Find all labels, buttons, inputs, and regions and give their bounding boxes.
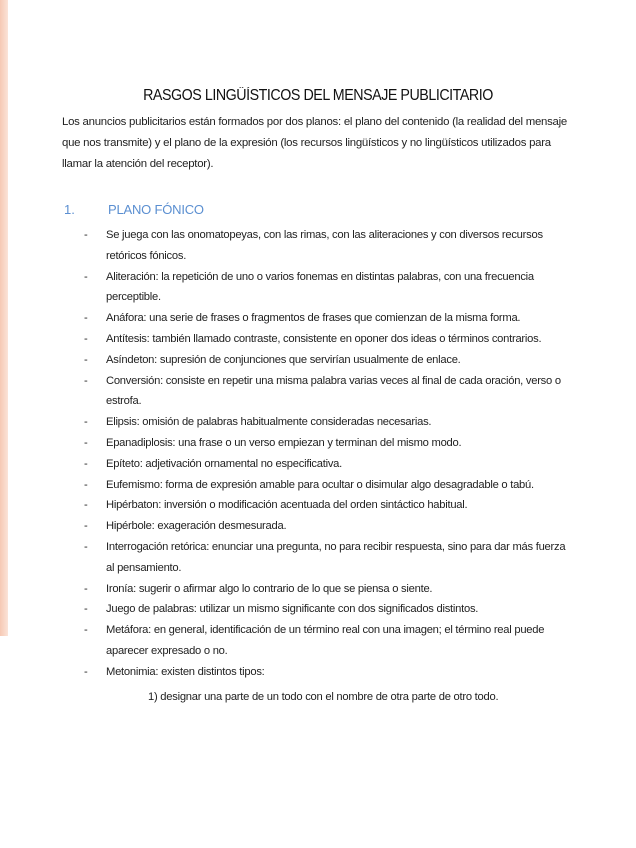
list-item (62, 662, 576, 683)
list-item-text: Antítesis: también llamado contraste, consistente en oponer dos ideas o términos contrarios. (106, 332, 542, 345)
bullet-dash: - (84, 436, 88, 449)
list-item (62, 537, 576, 579)
list-item (62, 475, 576, 496)
list-item-text: Aliteración: la repetición de uno o varios fonemas en distintas palabras, con una frecuencia perceptible. (106, 270, 534, 304)
section-number: 1. (64, 202, 75, 217)
bullet-dash: - (84, 229, 88, 241)
list-item (62, 433, 576, 454)
bullet-dash: - (84, 332, 88, 345)
document-title: RASGOS LINGŰÍSTICOS DEL MENSAJE PUBLICITARIO (143, 87, 493, 104)
bullet-dash: - (84, 520, 88, 533)
list-item-text: Interrogación retórica: enunciar una pregunta, no para recibir respuesta, sino para dar más fuerza al pensamiento. (106, 540, 566, 574)
sub-list-item: 1) designar una parte de un todo con el nombre de otra parte de otro todo. (148, 690, 499, 703)
list-item (62, 350, 576, 371)
list-item (62, 371, 576, 413)
list-item (62, 412, 576, 433)
list-item-text: Juego de palabras: utilizar un mismo significante con dos significados distintos. (106, 603, 479, 616)
bullet-dash: - (84, 457, 88, 470)
list-item (62, 620, 576, 662)
bullet-dash: - (84, 540, 88, 553)
list-item (62, 579, 576, 600)
bullet-dash: - (84, 270, 88, 283)
bullet-dash: - (84, 603, 88, 616)
section-title: PLANO FÓNICO (108, 202, 204, 217)
bullet-dash: - (84, 624, 88, 637)
list-item-text: Ironía: sugerir o afirmar algo lo contrario de lo que se piensa o siente. (106, 582, 433, 595)
list-item (62, 308, 576, 329)
list-item (62, 454, 576, 475)
figures-list (62, 225, 574, 683)
list-item-text: Elipsis: omisión de palabras habitualmente consideradas necesarias. (106, 416, 432, 429)
bullet-dash: - (84, 312, 88, 325)
list-item-text: Se juega con las onomatopeyas, con las rimas, con las aliteraciones y con diversos recursos retóricos fónicos. (106, 229, 543, 262)
bullet-dash: - (84, 416, 88, 429)
bullet-dash: - (84, 499, 88, 512)
list-item-text: Conversión: consiste en repetir una misma palabra varias veces al final de cada oración, verso o estrofa. (106, 374, 561, 408)
list-item-text: Epanadiplosis: una frase o un verso empiezan y terminan del mismo modo. (106, 436, 462, 449)
section-heading (62, 197, 574, 223)
bullet-dash: - (84, 665, 88, 678)
list-item (62, 267, 576, 309)
list-item-text: Metonimia: existen distintos tipos: (106, 665, 265, 678)
list-item (62, 599, 576, 620)
list-item (62, 516, 576, 537)
list-item-text: Eufemismo: forma de expresión amable para ocultar o disimular algo desagradable o tabú. (106, 478, 534, 491)
intro-paragraph: Los anuncios publicitarios están formados por dos planos: el plano del contenido (la realidad del mensaje que nos transmite) y el plano de la expresión (los recursos lingüísticos y no lingüísticos utilizados para llamar la atención del receptor). (62, 116, 568, 170)
bullet-dash: - (84, 582, 88, 595)
bullet-dash: - (84, 353, 88, 366)
document-page (62, 84, 574, 707)
list-item (62, 495, 576, 516)
list-item (62, 329, 576, 350)
list-item-text: Epíteto: adjetivación ornamental no especificativa. (106, 457, 343, 470)
bullet-dash: - (84, 478, 88, 491)
list-item-text: Metáfora: en general, identificación de un término real con una imagen; el término real puede aparecer expresado o no. (106, 624, 545, 657)
list-item-text: Asíndeton: supresión de conjunciones que servirían usualmente de enlace. (106, 353, 461, 366)
list-item-text: Hipérbaton: inversión o modificación acentuada del orden sintáctico habitual. (106, 499, 468, 512)
list-item-text: Hipérbole: exageración desmesurada. (106, 520, 287, 533)
bullet-dash: - (84, 374, 88, 387)
list-item-text: Anáfora: una serie de frases o fragmentos de frases que comienzan de la misma forma. (106, 312, 521, 325)
list-item (62, 225, 576, 267)
page-margin-bar (0, 0, 8, 636)
